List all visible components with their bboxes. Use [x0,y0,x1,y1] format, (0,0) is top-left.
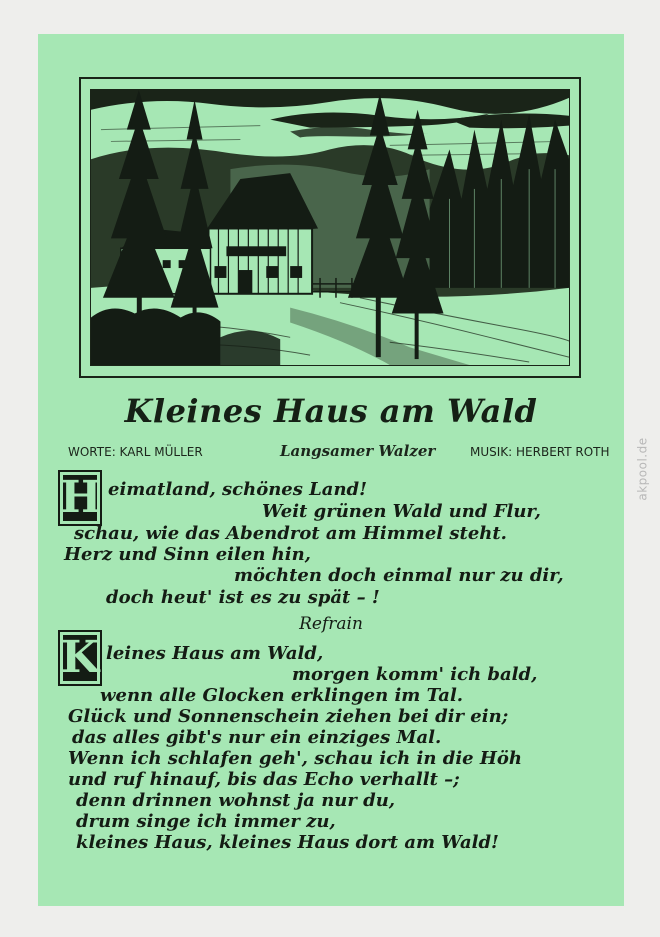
tempo-marking: Langsamer Walzer [280,442,436,460]
refrain-line-8: denn drinnen wohnst ja nur du, [76,790,396,811]
verse-line-1: eimatland, schönes Land! [108,479,368,500]
refrain-line-5: das alles gibt's nur ein einziges Mal. [72,727,442,748]
verse-line-6: doch heut' ist es zu spät – ! [106,587,380,608]
refrain-line-4: Glück und Sonnenschein ziehen bei dir ein; [68,706,509,727]
refrain-label: Refrain [299,614,363,634]
refrain-line-2: morgen komm' ich bald, [292,664,538,685]
verse-initial-letter: H [58,470,102,526]
refrain-line-9: drum singe ich immer zu, [76,811,336,832]
verse-line-3: schau, wie das Abendrot am Himmel steht. [74,523,507,544]
woodcut-scene [91,90,569,365]
verse-line-5: möchten doch einmal nur zu dir, [234,565,564,586]
refrain-line-7: und ruf hinauf, bis das Echo verhallt –; [68,769,460,790]
verse-line-4: Herz und Sinn eilen hin, [64,544,311,565]
watermark [631,437,650,501]
postcard [38,34,624,906]
refrain-initial-letter: K [58,630,102,686]
song-credits [68,442,610,464]
refrain-line-3: wenn alle Glocken erklingen im Tal. [100,685,464,706]
verse-line-2: Weit grünen Wald und Flur, [262,501,541,522]
composer-credit: MUSIK: HERBERT ROTH [470,445,610,459]
refrain-line-1: leines Haus am Wald, [106,643,324,664]
lyricist-credit: WORTE: KARL MÜLLER [68,445,203,459]
watermark-text: akpool.de [635,437,650,501]
forest-house-illustration [79,77,581,378]
refrain-line-10: kleines Haus, kleines Haus dort am Wald! [76,832,499,853]
song-title: Kleines Haus am Wald [124,392,538,430]
refrain-line-6: Wenn ich schlafen geh', schau ich in die Höh [68,748,522,769]
